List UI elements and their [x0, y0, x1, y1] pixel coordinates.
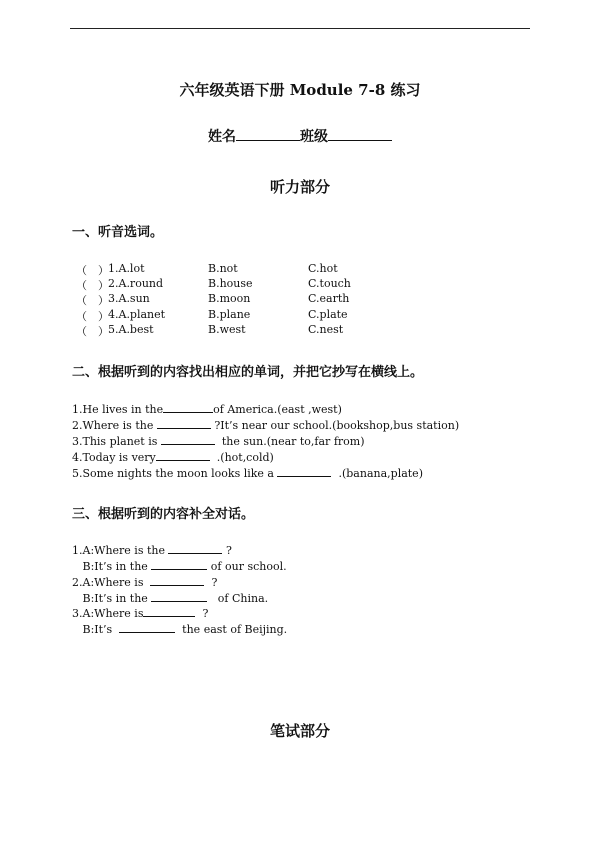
sentence-start: 2.A:Where is: [72, 576, 151, 589]
sentence-end: .(banana,plate): [331, 467, 423, 480]
answer-blank[interactable]: [157, 418, 211, 429]
sentence-end: .(hot,cold): [209, 451, 274, 464]
written-section-title: 笔试部分: [269, 722, 330, 740]
answer-blank[interactable]: [143, 606, 195, 617]
list-item: [72, 575, 217, 589]
answer-blank[interactable]: [151, 559, 207, 570]
option-a: 5.A.best: [108, 323, 154, 336]
sentence-end: of China.: [207, 592, 269, 605]
option-a: 1.A.lot: [108, 262, 145, 275]
sentence-end: ?: [204, 576, 218, 589]
sentence-start: 2.Where is the: [72, 419, 157, 432]
sentence-start: 3.A:Where is: [72, 607, 144, 620]
answer-paren[interactable]: （ ）: [76, 310, 109, 323]
option-c: C.earth: [308, 292, 350, 305]
sentence-start: B:It’s in the: [72, 592, 152, 605]
answer-blank[interactable]: [277, 466, 331, 477]
list-item: [72, 559, 287, 573]
list-item: [76, 277, 406, 292]
list-item: [72, 434, 365, 448]
option-c: C.plate: [308, 308, 348, 321]
part3-title: 三、根据听到的内容补全对话。: [72, 507, 255, 522]
option-a: 2.A.round: [108, 277, 164, 290]
sentence-end: of our school.: [207, 560, 287, 573]
sentence-start: 1.A:Where is the: [72, 544, 169, 557]
sentence-end: the east of Beijing.: [175, 623, 288, 636]
option-c: C.touch: [308, 277, 351, 290]
answer-blank[interactable]: [151, 591, 207, 602]
answer-paren[interactable]: （ ）: [76, 264, 109, 277]
answer-paren[interactable]: （ ）: [76, 279, 109, 292]
name-label: 姓名: [208, 129, 236, 145]
list-item: [76, 262, 406, 277]
part2-title: 二、根据听到的内容找出相应的单词，并把它抄写在横线上。: [72, 365, 424, 380]
list-item: [76, 323, 406, 338]
name-blank[interactable]: [236, 127, 300, 141]
answer-blank[interactable]: [168, 543, 222, 554]
list-item: [76, 308, 406, 323]
sentence-end: the sun.(near to,far from): [214, 435, 365, 448]
answer-paren[interactable]: （ ）: [76, 294, 109, 307]
option-a: 3.A.sun: [108, 292, 150, 305]
option-b: B.plane: [208, 308, 251, 321]
list-item: [72, 402, 342, 416]
listening-section-title: 听力部分: [269, 178, 330, 196]
sentence-end: ?It’s near our school.(bookshop,bus station): [210, 419, 460, 432]
answer-blank[interactable]: [119, 622, 175, 633]
list-item: [72, 450, 274, 464]
answer-blank[interactable]: [163, 402, 213, 413]
sentence-start: B:It’s in the: [72, 560, 152, 573]
sentence-end: ?: [222, 544, 232, 557]
list-item: [76, 292, 406, 307]
option-c: C.nest: [308, 323, 344, 336]
answer-blank[interactable]: [150, 575, 204, 586]
option-b: B.moon: [208, 292, 251, 305]
option-b: B.not: [208, 262, 238, 275]
sentence-start: B:It’s: [72, 623, 120, 636]
option-b: B.west: [208, 323, 246, 336]
sentence-start: 1.He lives in the: [72, 403, 164, 416]
worksheet-title: 六年级英语下册 Module 7-8 练习: [179, 81, 421, 99]
option-a: 4.A.planet: [108, 308, 166, 321]
answer-paren[interactable]: （ ）: [76, 325, 109, 338]
sentence-end: ?: [195, 607, 209, 620]
sentence-start: 5.Some nights the moon looks like a: [72, 467, 278, 480]
top-rule: [70, 28, 530, 29]
list-item: [72, 606, 208, 620]
option-b: B.house: [208, 277, 253, 290]
list-item: [72, 591, 268, 605]
list-item: [72, 543, 232, 557]
sentence-start: 3.This planet is: [72, 435, 161, 448]
name-class-line: [0, 126, 600, 146]
part1-title: 一、听音选词。: [72, 225, 164, 240]
list-item: [72, 622, 287, 636]
option-c: C.hot: [308, 262, 338, 275]
class-label: 班级: [300, 129, 328, 145]
list-item: [72, 418, 459, 432]
answer-blank[interactable]: [156, 450, 210, 461]
sentence-start: 4.Today is very: [72, 451, 156, 464]
answer-blank[interactable]: [161, 434, 215, 445]
class-blank[interactable]: [328, 127, 392, 141]
list-item: [72, 466, 423, 480]
sentence-end: of America.(east ,west): [213, 403, 342, 416]
